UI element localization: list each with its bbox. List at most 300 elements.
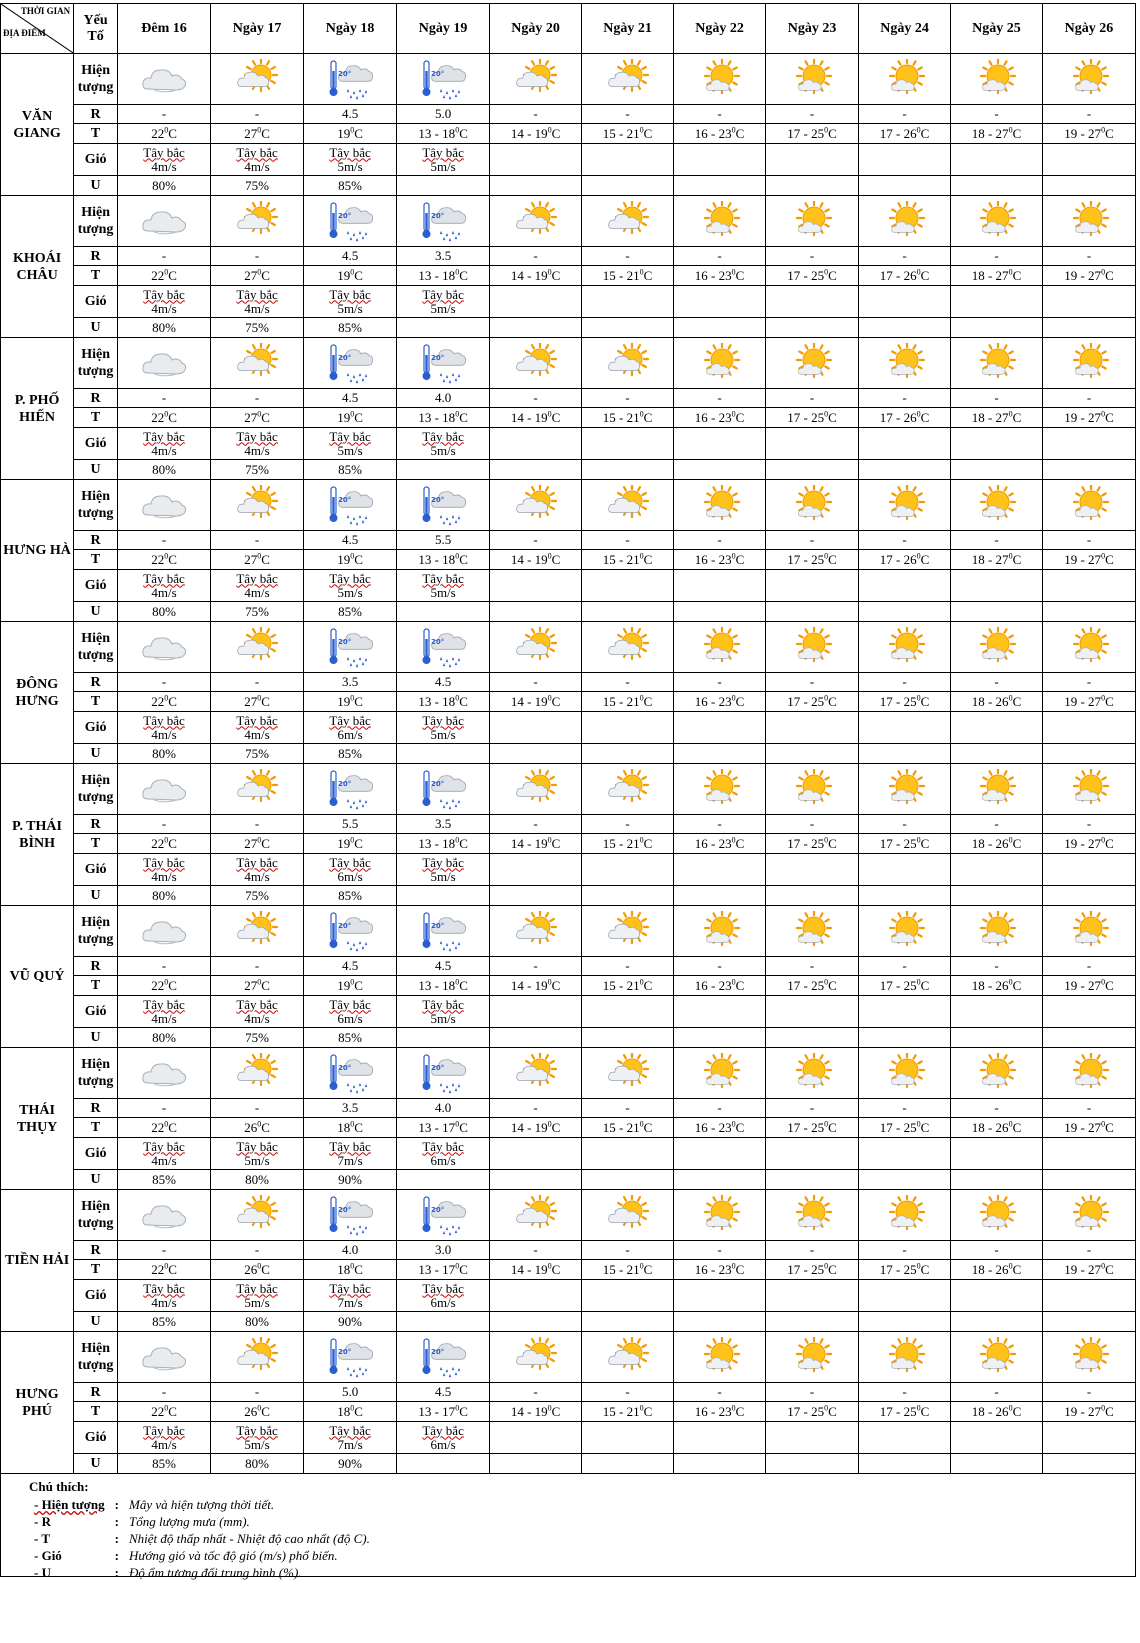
temperature-value [766, 692, 859, 712]
rain-value: - [674, 957, 766, 976]
temperature-range: 15 - 21 [602, 125, 640, 141]
temperature-value [211, 550, 304, 570]
factor-label-humidity: U [74, 1312, 118, 1332]
legend-key [34, 1530, 129, 1547]
humidity-value: 75% [211, 1028, 304, 1048]
humidity-value [582, 886, 674, 906]
temperature-range: 17 - 25 [787, 267, 825, 283]
wind-speed: 5m/s [430, 158, 456, 174]
temperature-unit: C [261, 1261, 270, 1277]
sunny-cloud-icon [674, 338, 766, 389]
temperature-range: 13 - 18 [418, 125, 456, 141]
column-header: Ngày 20 [490, 4, 582, 54]
temperature-unit: C [735, 409, 745, 425]
rain-thermometer-icon [304, 764, 397, 815]
rain-value: 4.5 [397, 673, 490, 692]
temperature-value [951, 834, 1043, 854]
wind-value [397, 1422, 490, 1454]
wind-value [490, 854, 582, 886]
wind-value [859, 1138, 951, 1170]
temperature-unit: C [551, 125, 561, 141]
wind-value [211, 712, 304, 744]
sunny-cloud-icon [766, 480, 859, 531]
temperature-range: 19 - 27 [1064, 267, 1102, 283]
factor-label-rain: R [74, 1383, 118, 1402]
temperature-unit: C [551, 409, 561, 425]
rain-value: - [118, 389, 211, 408]
partly-sunny-icon [211, 480, 304, 531]
temperature-range: 15 - 21 [602, 977, 640, 993]
rain-value: 4.5 [304, 105, 397, 124]
humidity-value [397, 1312, 490, 1332]
humidity-row [1, 602, 1136, 622]
factor-label-temp: T [74, 266, 118, 286]
temperature-unit: C [1012, 977, 1022, 993]
humidity-value: 75% [211, 318, 304, 338]
temperature-range: 19 [337, 835, 351, 851]
temperature-value [951, 550, 1043, 570]
temperature-range: 15 - 21 [602, 551, 640, 567]
svg-text:20°: 20° [338, 354, 352, 362]
temperature-unit: C [1105, 693, 1114, 709]
temperature-unit: C [354, 125, 363, 141]
temperature-range: 19 [337, 977, 351, 993]
wind-row [1, 286, 1136, 318]
weather-icon-row [1, 196, 1136, 247]
wind-speed: 4m/s [244, 584, 270, 600]
sunny-cloud-icon [951, 764, 1043, 815]
temperature-unit: C [354, 551, 363, 567]
humidity-value [859, 1312, 951, 1332]
forecast-table [0, 3, 1136, 1474]
degree-symbol: 0 [257, 551, 262, 561]
rain-row [1, 1241, 1136, 1260]
rain-value: - [490, 531, 582, 550]
rain-value: - [582, 957, 674, 976]
temperature-value [1042, 408, 1135, 428]
temperature-value [674, 408, 766, 428]
temperature-value [118, 408, 211, 428]
factor-label-rain: R [74, 673, 118, 692]
temperature-row [1, 550, 1136, 570]
temperature-range: 22 [151, 693, 165, 709]
degree-symbol: 0 [731, 1119, 736, 1129]
temperature-range: 19 - 27 [1064, 977, 1102, 993]
location-name: P. PHỐ HIẾN [1, 338, 74, 480]
partly-sunny-icon [582, 1048, 674, 1099]
legend-key [34, 1513, 129, 1530]
rain-value: - [1042, 247, 1135, 266]
degree-symbol: 0 [1101, 267, 1106, 277]
rain-value: 4.5 [304, 389, 397, 408]
temperature-unit: C [1012, 1403, 1022, 1419]
sunny-cloud-icon [951, 906, 1043, 957]
wind-value [582, 1422, 674, 1454]
rain-value: - [582, 531, 674, 550]
rain-thermometer-icon [304, 906, 397, 957]
temperature-unit: C [1105, 1261, 1114, 1277]
humidity-value [397, 886, 490, 906]
temperature-value [304, 834, 397, 854]
legend-description: Tổng lượng mưa (mm). [129, 1514, 250, 1529]
wind-value [211, 854, 304, 886]
temperature-value [304, 1402, 397, 1422]
rain-value: 4.5 [304, 531, 397, 550]
humidity-row [1, 886, 1136, 906]
temperature-value [674, 976, 766, 996]
temperature-unit: C [1012, 1119, 1022, 1135]
temperature-range: 19 - 27 [1064, 551, 1102, 567]
partly-sunny-icon [211, 54, 304, 105]
wind-direction: Tây bắc [422, 1280, 464, 1296]
temperature-value [397, 976, 490, 996]
factor-label-icon: Hiện tượng [74, 764, 118, 815]
rain-value: 5.5 [397, 531, 490, 550]
temperature-value [582, 976, 674, 996]
temperature-unit: C [735, 551, 745, 567]
temperature-range: 16 - 23 [694, 409, 732, 425]
rain-thermometer-icon [397, 764, 490, 815]
temperature-value [1042, 834, 1135, 854]
rain-value: - [118, 1099, 211, 1118]
wind-row [1, 1138, 1136, 1170]
temperature-value [490, 834, 582, 854]
svg-text:20°: 20° [431, 1206, 445, 1214]
wind-speed: 4m/s [151, 584, 177, 600]
legend-description: Nhiệt độ thấp nhất - Nhiệt độ cao nhất (độ C). [129, 1531, 370, 1546]
degree-symbol: 0 [731, 125, 736, 135]
sunny-cloud-icon [859, 906, 951, 957]
wind-value [674, 144, 766, 176]
factor-label-temp: T [74, 1402, 118, 1422]
temperature-range: 26 [244, 1261, 258, 1277]
temperature-range: 22 [151, 1119, 165, 1135]
rain-value: - [951, 247, 1043, 266]
wind-direction: Tây bắc [329, 1280, 371, 1296]
temperature-unit: C [643, 1403, 653, 1419]
humidity-value [951, 318, 1043, 338]
temperature-value [951, 692, 1043, 712]
rain-thermometer-icon [304, 338, 397, 389]
degree-symbol: 0 [639, 693, 644, 703]
degree-symbol: 0 [916, 1119, 921, 1129]
temperature-unit: C [920, 693, 930, 709]
sunny-cloud-icon [951, 1190, 1043, 1241]
rain-value: - [582, 815, 674, 834]
temperature-value [766, 1402, 859, 1422]
degree-symbol: 0 [916, 693, 921, 703]
degree-symbol: 0 [350, 1261, 355, 1271]
wind-speed: 4m/s [151, 1436, 177, 1452]
temperature-value [674, 124, 766, 144]
humidity-value [1042, 602, 1135, 622]
wind-value [582, 712, 674, 744]
header-row [1, 4, 1136, 54]
humidity-value [397, 176, 490, 196]
rain-value: - [951, 673, 1043, 692]
rain-value: - [211, 1383, 304, 1402]
humidity-value [582, 176, 674, 196]
column-header: Ngày 25 [951, 4, 1043, 54]
factor-label-rain: R [74, 1241, 118, 1260]
temperature-value [397, 1118, 490, 1138]
factor-label-humidity: U [74, 460, 118, 480]
degree-symbol: 0 [455, 835, 460, 845]
temperature-unit: C [828, 693, 837, 709]
temperature-value [1042, 124, 1135, 144]
temperature-range: 18 - 26 [971, 1261, 1009, 1277]
temperature-unit: C [168, 1261, 177, 1277]
temperature-unit: C [261, 551, 270, 567]
factor-label-wind: Gió [74, 854, 118, 886]
degree-symbol: 0 [1008, 835, 1013, 845]
factor-label-icon: Hiện tượng [74, 906, 118, 957]
temperature-value [582, 692, 674, 712]
wind-value [951, 1280, 1043, 1312]
temperature-range: 17 - 25 [787, 551, 825, 567]
factor-label-humidity: U [74, 1454, 118, 1474]
wind-speed: 4m/s [244, 300, 270, 316]
svg-text:20°: 20° [338, 922, 352, 930]
wind-value [859, 570, 951, 602]
temperature-range: 15 - 21 [602, 1119, 640, 1135]
humidity-value [397, 1170, 490, 1190]
temperature-range: 14 - 19 [510, 125, 548, 141]
rain-value: - [490, 389, 582, 408]
wind-value [397, 996, 490, 1028]
humidity-value [766, 1170, 859, 1190]
wind-value [766, 286, 859, 318]
rain-row [1, 531, 1136, 550]
rain-value: - [674, 105, 766, 124]
rain-value: - [118, 815, 211, 834]
rain-value: - [211, 389, 304, 408]
rain-value: - [859, 957, 951, 976]
partly-sunny-icon [582, 480, 674, 531]
wind-speed: 4m/s [151, 300, 177, 316]
humidity-value: 90% [304, 1170, 397, 1190]
temperature-value [118, 550, 211, 570]
degree-symbol: 0 [916, 409, 921, 419]
rain-thermometer-icon [397, 1048, 490, 1099]
temperature-value [859, 550, 951, 570]
temperature-value [859, 1260, 951, 1280]
temperature-unit: C [551, 551, 561, 567]
temperature-range: 19 [337, 693, 351, 709]
partly-sunny-icon [211, 1190, 304, 1241]
rain-value: - [582, 673, 674, 692]
rain-value: - [674, 1099, 766, 1118]
rain-value: 4.0 [304, 1241, 397, 1260]
temperature-unit: C [1012, 125, 1022, 141]
temperature-range: 22 [151, 267, 165, 283]
temperature-range: 19 [337, 551, 351, 567]
temperature-unit: C [1012, 835, 1022, 851]
rain-value: 4.0 [397, 389, 490, 408]
temperature-range: 17 - 25 [787, 1119, 825, 1135]
rain-value: 4.5 [304, 247, 397, 266]
humidity-value [397, 1454, 490, 1474]
wind-value [211, 570, 304, 602]
temperature-value [490, 1118, 582, 1138]
weather-icon-row [1, 480, 1136, 531]
temperature-unit: C [828, 125, 837, 141]
degree-symbol: 0 [350, 125, 355, 135]
temperature-unit: C [828, 409, 837, 425]
wind-value [951, 1138, 1043, 1170]
wind-value [766, 1422, 859, 1454]
humidity-value [674, 318, 766, 338]
factor-label-temp: T [74, 976, 118, 996]
humidity-value: 80% [118, 318, 211, 338]
wind-value [766, 996, 859, 1028]
wind-speed: 7m/s [337, 1152, 363, 1168]
rain-value: - [859, 1099, 951, 1118]
rain-thermometer-icon [397, 622, 490, 673]
degree-symbol: 0 [1101, 551, 1106, 561]
rain-value: 3.0 [397, 1241, 490, 1260]
svg-text:20°: 20° [338, 70, 352, 78]
wind-value [304, 428, 397, 460]
temperature-unit: C [1105, 835, 1114, 851]
degree-symbol: 0 [547, 551, 552, 561]
humidity-row [1, 1028, 1136, 1048]
degree-symbol: 0 [164, 125, 169, 135]
humidity-value [582, 318, 674, 338]
degree-symbol: 0 [350, 1403, 355, 1413]
temperature-unit: C [261, 1403, 270, 1419]
rain-value: - [766, 673, 859, 692]
temperature-value [766, 124, 859, 144]
temperature-range: 17 - 25 [879, 1261, 917, 1277]
wind-value [211, 428, 304, 460]
rain-value: - [582, 1241, 674, 1260]
wind-value [211, 1422, 304, 1454]
humidity-value [582, 1028, 674, 1048]
wind-value [582, 1138, 674, 1170]
column-header: Ngày 24 [859, 4, 951, 54]
temperature-range: 17 - 26 [879, 409, 917, 425]
wind-direction: Tây bắc [143, 1280, 185, 1296]
humidity-value [859, 744, 951, 764]
humidity-value [674, 1312, 766, 1332]
temperature-value [211, 834, 304, 854]
sunny-cloud-icon [674, 1190, 766, 1241]
temperature-value [859, 976, 951, 996]
temperature-unit: C [643, 125, 653, 141]
degree-symbol: 0 [916, 125, 921, 135]
temperature-unit: C [1012, 693, 1022, 709]
temperature-unit: C [459, 693, 468, 709]
factor-label-humidity: U [74, 1028, 118, 1048]
temperature-range: 18 - 26 [971, 1119, 1009, 1135]
degree-symbol: 0 [164, 409, 169, 419]
temperature-range: 18 - 27 [971, 125, 1009, 141]
rain-value: - [674, 673, 766, 692]
wind-value [1042, 1138, 1135, 1170]
sunny-cloud-icon [859, 622, 951, 673]
rain-value: - [951, 1241, 1043, 1260]
humidity-value [951, 460, 1043, 480]
temperature-row [1, 692, 1136, 712]
degree-symbol: 0 [824, 125, 829, 135]
legend-key-text: - U [34, 1565, 51, 1580]
factor-label-wind: Gió [74, 286, 118, 318]
temperature-value [397, 834, 490, 854]
temperature-unit: C [459, 1403, 468, 1419]
wind-speed: 4m/s [151, 868, 177, 884]
wind-value [766, 144, 859, 176]
partly-sunny-icon [582, 338, 674, 389]
temperature-range: 22 [151, 125, 165, 141]
temperature-range: 13 - 17 [418, 1261, 456, 1277]
temperature-value [674, 266, 766, 286]
temperature-value [118, 834, 211, 854]
wind-value [859, 1280, 951, 1312]
temperature-range: 14 - 19 [510, 977, 548, 993]
wind-value [304, 144, 397, 176]
humidity-value [766, 318, 859, 338]
legend-separator: : [114, 1497, 119, 1512]
humidity-value: 85% [304, 318, 397, 338]
humidity-row [1, 744, 1136, 764]
rain-value: - [766, 247, 859, 266]
degree-symbol: 0 [824, 267, 829, 277]
factor-label-rain: R [74, 247, 118, 266]
humidity-value [1042, 1170, 1135, 1190]
temperature-value [674, 692, 766, 712]
temperature-range: 27 [244, 409, 258, 425]
wind-value [118, 144, 211, 176]
humidity-value: 75% [211, 176, 304, 196]
temperature-value [490, 266, 582, 286]
humidity-value [490, 1454, 582, 1474]
temperature-unit: C [354, 1119, 363, 1135]
partly-sunny-icon [490, 196, 582, 247]
wind-value [951, 428, 1043, 460]
rain-value: - [674, 1241, 766, 1260]
degree-symbol: 0 [547, 1403, 552, 1413]
temperature-range: 22 [151, 1261, 165, 1277]
rain-value: - [674, 531, 766, 550]
rain-value: - [766, 531, 859, 550]
rain-value: - [1042, 673, 1135, 692]
temperature-value [397, 550, 490, 570]
temperature-unit: C [168, 835, 177, 851]
rain-value: - [118, 531, 211, 550]
location-name: VŨ QUÝ [1, 906, 74, 1048]
humidity-value [859, 460, 951, 480]
temperature-range: 17 - 25 [787, 1403, 825, 1419]
temperature-range: 15 - 21 [602, 409, 640, 425]
wind-speed: 4m/s [244, 1010, 270, 1026]
temperature-unit: C [168, 409, 177, 425]
temperature-value [674, 1402, 766, 1422]
temperature-value [397, 692, 490, 712]
degree-symbol: 0 [731, 1403, 736, 1413]
legend-key-text: - Gió [34, 1548, 62, 1563]
partly-sunny-icon [211, 196, 304, 247]
temperature-row [1, 834, 1136, 854]
sunny-cloud-icon [1042, 764, 1135, 815]
temperature-range: 14 - 19 [510, 693, 548, 709]
temperature-range: 22 [151, 551, 165, 567]
temperature-range: 17 - 25 [879, 1119, 917, 1135]
legend-key-text: - Hiện tượng [34, 1497, 105, 1512]
temperature-range: 15 - 21 [602, 267, 640, 283]
location-name: P. THÁI BÌNH [1, 764, 74, 906]
temperature-unit: C [735, 267, 745, 283]
